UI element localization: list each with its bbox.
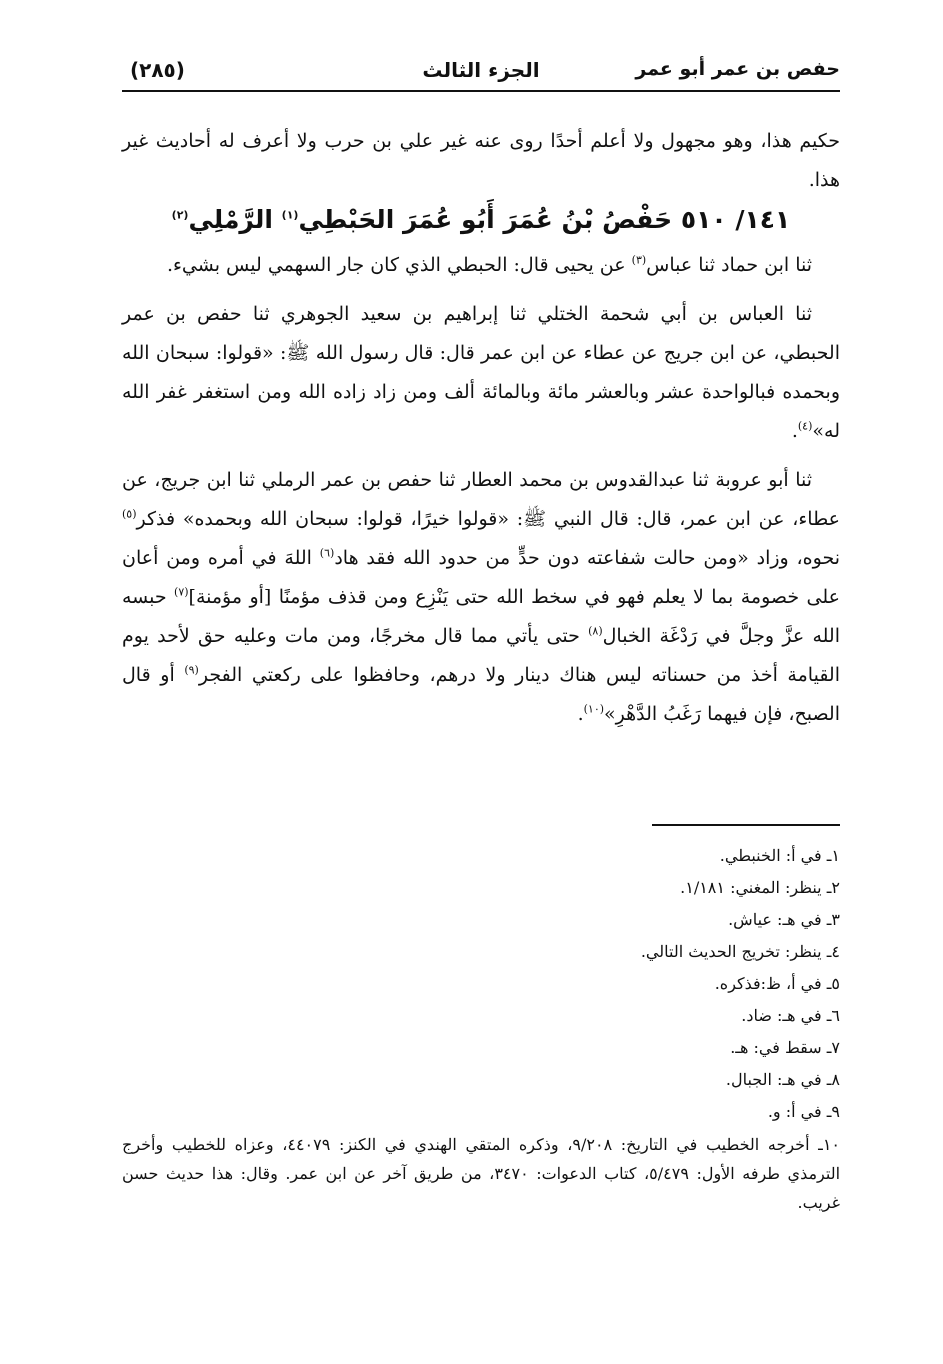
footnotes — [122, 840, 840, 1217]
footnote-ref-7: (٧) — [174, 585, 189, 599]
footnote-3: ٣ـ في هـ: عياش. — [728, 910, 840, 929]
footnote-ref-1: (١) — [281, 208, 299, 222]
paragraph-3-text-a: ثنا العباس بن أبي شحمة الختلي ثنا إبراهيم بن سعيد الجوهري ثنا حفص بن عمر الحبطي، عن ابن جريج عن عطاء عن ابن عمر قال: قال رسول الله ﷺ: «قولوا: سبحان الله وبحمده فبالواحدة عشر وبالعشر مائة وبالمائة ألف ومن زاد زاده الله ومن استغفر غفر الله له» — [122, 303, 840, 442]
paragraph-4-text-d: حبسه الله عزَّ وجلَّ في رَدْغَة الخبال — [122, 586, 840, 647]
paragraph-3 — [122, 295, 840, 451]
entry-title — [122, 202, 840, 238]
paragraph-4-text-f: أو قال الصبح، فإن فيهما رَغَبُ الدَّهْرِ» — [122, 664, 840, 725]
footnote-9: ٩ـ في أ: و. — [767, 1102, 840, 1121]
paragraph-2 — [122, 246, 840, 285]
footnote-ref-8: (٨) — [588, 624, 603, 638]
footnote-ref-4: (٤) — [797, 419, 813, 433]
footnote-ref-3: (٣) — [631, 253, 647, 267]
footnote-ref-2: (٢) — [171, 208, 189, 222]
header-chapter-name: حفص بن عمر أبو عمر — [635, 58, 840, 80]
footnote-8: ٨ـ في هـ: الجبال. — [725, 1070, 840, 1089]
header-rule — [122, 90, 840, 92]
paragraph-2-text-b: عن يحيى قال: الحبطي الذي كان جار السهمي ليس بشيء. — [166, 254, 632, 276]
footnote-1: ١ـ في أ: الخنبطي. — [719, 846, 840, 865]
footnote-6: ٦ـ في هـ: ضاد. — [741, 1006, 840, 1025]
footnote-7: ٧ـ سقط في: هـ. — [730, 1038, 840, 1057]
paragraph-4-text-a: ثنا أبو عروبة ثنا عبدالقدوس بن محمد العطار ثنا حفص بن عمر الرملي ثنا ابن جريج، عن عطاء، عن ابن عمر، قال: قال النبي ﷺ: «قولوا خيرًا، قولوا: سبحان الله وبحمده» فذكر — [122, 469, 840, 530]
footnote-ref-5: (٥) — [122, 507, 137, 521]
paragraph-4-text-b: نحوه، وزاد «ومن حالت شفاعته دون حدٍّ من حدود الله فقد هاد — [334, 547, 841, 569]
footnote-ref-6: (٦) — [319, 546, 335, 560]
footnote-10: ١٠ـ أخرجه الخطيب في التاريخ: ٩/٢٠٨، وذكره المتقي الهندي في الكنز: ٤٤٠٧٩، وعزاه للخطيب وأخرج الترمذي طرفه الأول: ٥/٤٧٩، كتاب الدعوات: ٣٤٧٠، من طريق آخر عن ابن عمر. وقال: هذا حديث حسن غريب. — [122, 1135, 841, 1212]
entry-title-main: ١٤١/ ٥١٠ حَفْصُ بْنُ عُمَرَ أَبُو عُمَرَ الحَبْطِي — [298, 205, 791, 234]
running-header — [122, 52, 840, 92]
footnote-ref-10: (١٠) — [583, 702, 605, 716]
main-text — [122, 122, 840, 734]
paragraph-3-text-b: . — [791, 420, 798, 442]
footnote-separator — [652, 824, 840, 826]
paragraph-2-text-a: ثنا ابن حماد ثنا عباس — [646, 254, 812, 276]
paragraph-4-text-c: اللهَ في أمره ومن أعان على خصومة بما لا يعلم فهو في سخط الله حتى يَنْزِع ومن قذف مؤمنًا [أو مؤمنة] — [122, 547, 840, 608]
header-volume: الجزء الثالث — [422, 58, 540, 82]
header-page-number: (٢٨٥) — [130, 58, 185, 82]
entry-title-tail: الرَّمْلِي — [188, 205, 282, 234]
paragraph-4-text-g: . — [577, 703, 584, 725]
paragraph-4-text-e: حتى يأتي مما قال مخرجًا، ومن مات وعليه حق لأحد يوم القيامة أخذ من حسناته ليس هناك دينار ولا درهم، وحافظوا على ركعتي الفجر — [122, 625, 841, 686]
footnote-ref-9: (٩) — [184, 663, 199, 677]
footnote-2: ٢ـ ينظر: المغني: ١/١٨١. — [680, 878, 840, 897]
paragraph-1: حكيم هذا، وهو مجهول ولا أعلم أحدًا روى عنه غير علي بن حرب ولا أعرف له أحاديث غير هذا. — [122, 130, 840, 191]
paragraph-4 — [122, 461, 840, 734]
footnote-4: ٤ـ ينظر: تخريج الحديث التالي. — [640, 942, 840, 961]
footnote-5: ٥ـ في أ، ظ:فذكره. — [714, 974, 840, 993]
